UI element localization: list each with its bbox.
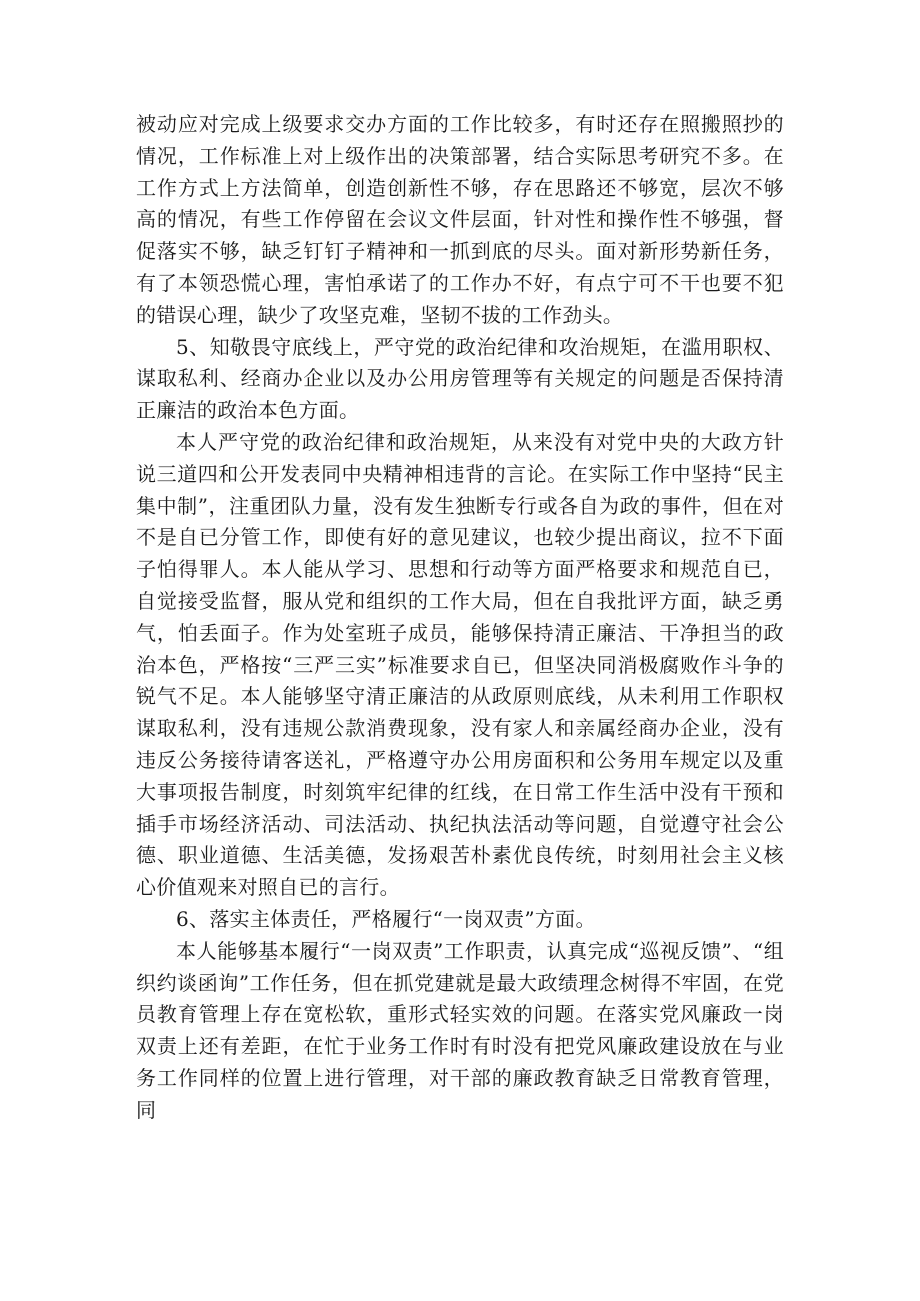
document-body	[136, 109, 784, 1127]
paragraph-2-section-5-heading: 5、知敬畏守底线上，严守党的政治纪律和攻治规矩，在滥用职权、谋取私利、经商办企业以及办公用房管理等有关规定的问题是否保持清正廉洁的政治本色方面。	[136, 334, 784, 423]
paragraph-4-section-6-heading: 6、落实主体责任，严格履行“一岗双责”方面。	[176, 906, 596, 931]
paragraph-1: 被动应对完成上级要求交办方面的工作比较多，有时还存在照搬照抄的情况，工作标准上对上级作出的决策部署，结合实际思考研究不多。在工作方式上方法简单，创造创新性不够，存在思路还不够宽，层次不够高的情况，有些工作停留在会议文件层面，针对性和操作性不够强，督促落实不够，缺乏钉钉子精神和一抓到底的尽头。面对新形势新任务，有了本领恐慌心理，害怕承诺了的工作办不好，有点宁可不干也要不犯的错误心理，缺少了攻坚克难，坚韧不拔的工作劲头。	[136, 112, 784, 327]
paragraph-5: 本人能够基本履行“一岗双责”工作职责，认真完成“巡视反馈”、“组织约谈函询”工作任务，但在抓党建就是最大政绩理念树得不牢固，在党员教育管理上存在宽松软，重形式轻实效的问题。在落实党风廉政一岗双责上还有差距，在忙于业务工作时有时没有把党风廉政建设放在与业务工作同样的位置上进行管理，对干部的廉政教育缺乏日常教育管理，同	[136, 938, 784, 1122]
paragraph-3: 本人严守党的政治纪律和政治规矩，从来没有对党中央的大政方针说三道四和公开发表同中央精神相违背的言论。在实际工作中坚持“民主集中制”，注重团队力量，没有发生独断专行或各自为政的事件，但在对不是自已分管工作，即使有好的意见建议，也较少提出商议，拉不下面子怕得罪人。本人能从学习、思想和行动等方面严格要求和规范自已，自觉接受监督，服从党和组织的工作大局，但在自我批评方面，缺乏勇气，怕丢面子。作为处室班子成员，能够保持清正廉洁、干净担当的政治本色，严格按“三严三实”标准要求自已，但坚决同消极腐败作斗争的锐气不足。本人能够坚守清正廉洁的从政原则底线，从未利用工作职权谋取私利，没有违规公款消费现象，没有家人和亲属经商办企业，没有违反公务接待请客送礼，严格遵守办公用房面积和公务用车规定以及重大事项报告制度，时刻筑牢纪律的红线，在日常工作生活中没有干预和插手市场经济活动、司法活动、执纪执法活动等问题，自觉遵守社会公德、职业道德、生活美德，发扬艰苦朴素优良传统，时刻用社会主义核心价值观来对照自已的言行。	[136, 429, 784, 900]
